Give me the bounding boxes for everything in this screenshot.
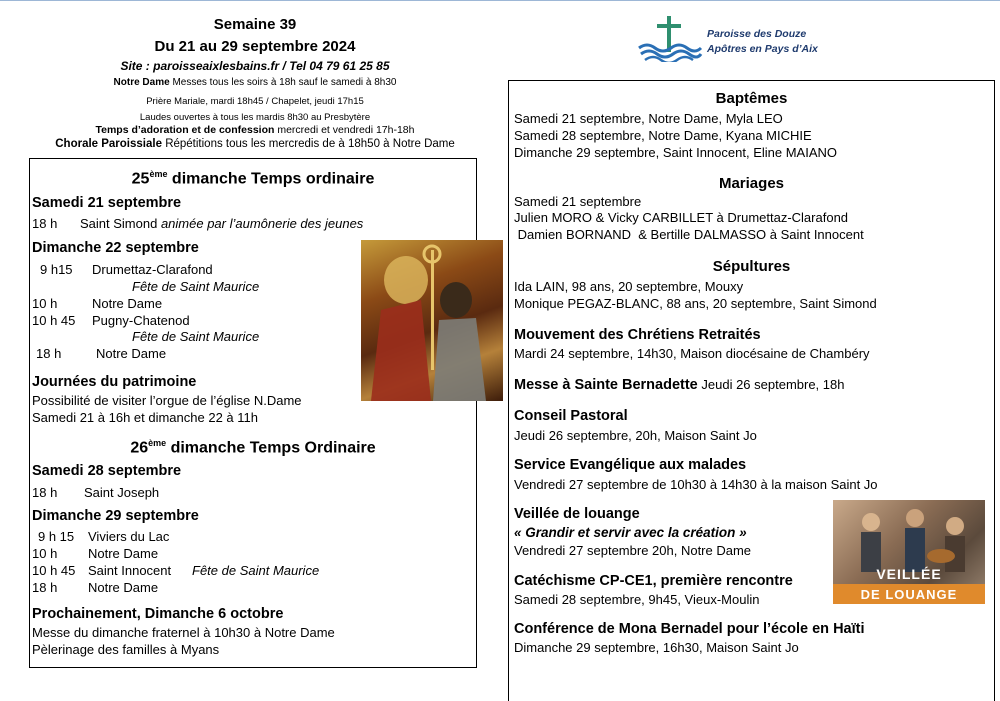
sunday-25-sup: ème	[149, 169, 168, 179]
sun22-fete-2: Fête de Saint Maurice	[132, 329, 260, 344]
sunday-25-heading	[30, 169, 476, 188]
adoration-text: mercredi et vendredi 17h-18h	[277, 124, 415, 136]
notre-dame-masses	[20, 77, 490, 88]
mcr-text: Mardi 24 septembre, 14h30, Maison diocésaine de Chambéry	[514, 346, 870, 361]
bernadette-text: Jeudi 26 septembre, 18h	[701, 377, 845, 392]
chorale-label: Chorale Paroissiale	[55, 138, 162, 150]
sun22-place-4: Notre Dame	[96, 346, 167, 361]
chorale-text: Répétitions tous les mercredis de à 18h50 à Notre Dame	[165, 138, 455, 150]
sun29-place-1: Viviers du Lac	[88, 529, 170, 544]
veillee-louange-photo	[833, 500, 985, 604]
date-range: Du 21 au 29 septembre 2024	[154, 38, 356, 55]
laudes-line: Laudes ouvertes à tous les mardis 8h30 au Presbytère	[139, 112, 371, 123]
mariage-line-3: Damien BORNAND & Bertille DALMASSO à Saint Innocent	[514, 227, 864, 242]
sunday-25-rest: dimanche Temps ordinaire	[167, 170, 375, 188]
photo-caption-1: VEILLÉE	[876, 566, 942, 582]
sun22-title: Dimanche 22 septembre	[32, 240, 199, 256]
sepulture-line-2: Monique PEGAZ-BLANC, 88 ans, 20 septembre, Saint Simond	[514, 296, 877, 311]
priere-line: Prière Mariale, mardi 18h45 / Chapelet, jeudi 17h15	[146, 96, 364, 107]
sun22-time-4: 18 h	[36, 346, 62, 361]
sun22-place-1: Drumettaz-Clarafond	[92, 262, 213, 277]
mariage-line-1: Samedi 21 septembre	[514, 194, 642, 209]
sunday-26-heading	[30, 438, 476, 457]
sat21-note: animée par l’aumônerie des jeunes	[160, 216, 364, 231]
notre-dame-text: Messes tous les soirs à 18h sauf le samedi à 8h30	[172, 77, 397, 88]
patrimoine-title: Journées du patrimoine	[32, 374, 197, 390]
sun29-place-3: Saint Innocent	[88, 563, 172, 578]
sat21-time: 18 h	[32, 216, 58, 231]
notre-dame-label: Notre Dame	[113, 77, 170, 88]
mariage-line-2: Julien MORO & Vicky CARBILLET à Drumettaz-Clarafond	[514, 210, 849, 225]
patrimoine-line-2: Samedi 21 à 16h et dimanche 22 à 11h	[32, 410, 258, 425]
conseil-title: Conseil Pastoral	[514, 408, 628, 424]
prochainement-line-2: Pèlerinage des familles à Myans	[32, 642, 220, 657]
sun22-place-2: Notre Dame	[92, 296, 163, 311]
sun22-time-3: 10 h 45	[32, 313, 76, 328]
sat21-title: Samedi 21 septembre	[32, 195, 182, 211]
bapteme-line-3: Dimanche 29 septembre, Saint Innocent, Eline MAIANO	[514, 145, 837, 160]
sun22-place-3: Pugny-Chatenod	[92, 313, 190, 328]
adoration-label: Temps d’adoration et de confession	[95, 124, 275, 136]
veillee-title: Veillée de louange	[514, 506, 640, 522]
sun22-time-2: 10 h	[32, 296, 58, 311]
sun22-fete-1: Fête de Saint Maurice	[132, 279, 260, 294]
sunday-26-sup: ème	[148, 438, 167, 448]
sunday-26-rest: dimanche Temps Ordinaire	[166, 439, 376, 457]
sat28-time: 18 h	[32, 485, 58, 500]
adoration-line	[20, 124, 490, 136]
site-contact: Site : paroisseaixlesbains.fr / Tel 04 79 61 25 85	[120, 59, 390, 73]
prochainement-title: Prochainement, Dimanche 6 octobre	[32, 606, 284, 622]
photo-caption-2: DE LOUANGE	[860, 587, 958, 602]
sun29-time-3: 10 h 45	[32, 563, 76, 578]
veillee-subtitle: « Grandir et servir avec la création »	[514, 525, 747, 540]
conseil-text: Jeudi 26 septembre, 20h, Maison Saint Jo	[514, 428, 757, 443]
parish-logo-icon	[637, 14, 703, 62]
bernadette-title: Messe à Sainte Bernadette	[514, 377, 698, 393]
sun29-fete: Fête de Saint Maurice	[192, 563, 320, 578]
sat21-place-line	[80, 216, 363, 231]
logo-line-2: Apôtres en Pays d’Aix	[707, 43, 818, 55]
sem-title: Service Evangélique aux malades	[514, 457, 747, 473]
sun29-time-1: 9 h 15	[38, 529, 75, 544]
patrimoine-line-1: Possibilité de visiter l’orgue de l’église N.Dame	[32, 393, 302, 408]
sat28-title: Samedi 28 septembre	[32, 463, 182, 479]
sat21-place: Saint Simond	[80, 216, 158, 231]
sun29-title: Dimanche 29 septembre	[32, 508, 199, 524]
sun22-time-1: 9 h15	[40, 262, 73, 277]
sun29-time-4: 18 h	[32, 580, 58, 595]
conference-title: Conférence de Mona Bernadel pour l’école en Haïti	[514, 621, 865, 637]
chorale-line	[20, 138, 490, 150]
bernadette-line	[514, 377, 844, 393]
saint-maurice-painting	[361, 240, 503, 401]
veillee-text: Vendredi 27 septembre 20h, Notre Dame	[514, 543, 752, 558]
sem-text: Vendredi 27 septembre de 10h30 à 14h30 à la maison Saint Jo	[514, 477, 878, 492]
painting-figures-icon	[361, 240, 503, 401]
bapteme-line-1: Samedi 21 septembre, Notre Dame, Myla LEO	[514, 111, 783, 126]
bapteme-line-2: Samedi 28 septembre, Notre Dame, Kyana MICHIE	[514, 128, 812, 143]
sun29-place-2: Notre Dame	[88, 546, 159, 561]
logo-line-1: Paroisse des Douze	[707, 28, 807, 40]
kt-title: Catéchisme CP-CE1, première rencontre	[514, 573, 793, 589]
week-title: Semaine 39	[213, 16, 297, 33]
kt-text: Samedi 28 septembre, 9h45, Vieux-Moulin	[514, 592, 760, 607]
sat28-place: Saint Joseph	[84, 485, 160, 500]
mariages-title: Mariages	[718, 175, 785, 192]
sun29-place-4: Notre Dame	[88, 580, 159, 595]
top-rule	[0, 0, 1000, 1]
sunday-25-num: 25	[131, 170, 150, 188]
sun29-time-2: 10 h	[32, 546, 58, 561]
prochainement-line-1: Messe du dimanche fraternel à 10h30 à Notre Dame	[32, 625, 335, 640]
baptemes-title: Baptêmes	[715, 90, 788, 107]
mcr-title: Mouvement des Chrétiens Retraités	[514, 327, 761, 343]
sunday-26-num: 26	[130, 439, 149, 457]
conference-text: Dimanche 29 septembre, 16h30, Maison Saint Jo	[514, 640, 799, 655]
sepulture-line-1: Ida LAIN, 98 ans, 20 septembre, Mouxy	[514, 279, 744, 294]
sepultures-title: Sépultures	[712, 258, 791, 275]
